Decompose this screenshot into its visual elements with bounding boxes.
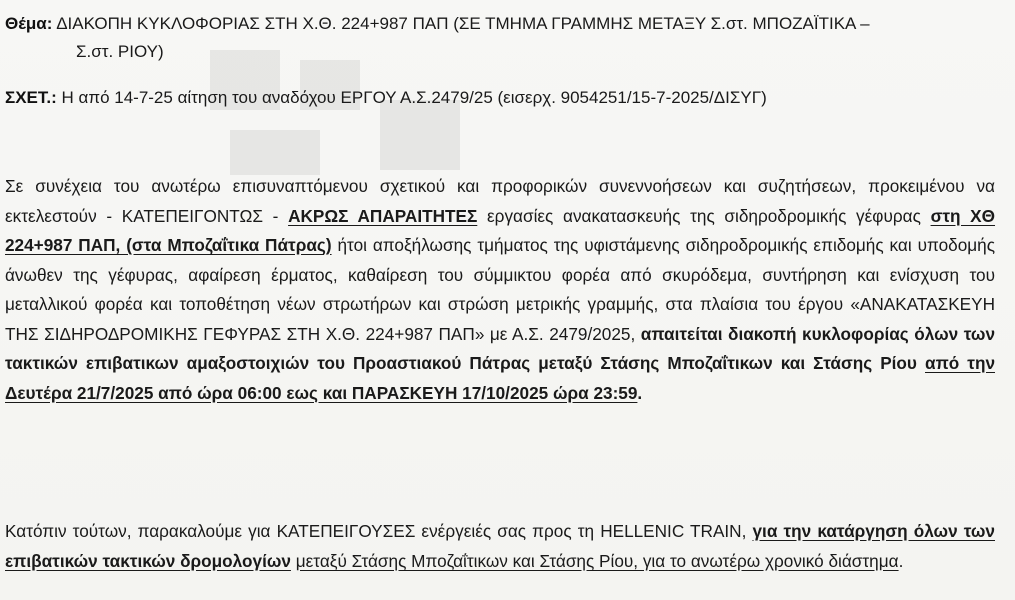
p2-text-intro: Κατόπιν τούτων, παρακαλούμε για ΚΑΤΕΠΕΙΓΟΥΣΕΣ ενέργειές σας προς τη HELLENIC TRAIN, [5, 521, 747, 541]
p1-emphasis-essential: ΑΚΡΩΣ ΑΠΑΡΑΙΤΗΤΕΣ [288, 205, 478, 226]
paragraph-main [5, 172, 995, 408]
p2-emphasis-cancellation: για την κατάργηση όλων των επιβατικών τακτικών δρομολογίων [5, 521, 995, 571]
subject-label: Θέμα: [5, 14, 53, 33]
p1-emphasis-location: στη ΧΘ 224+987 ΠΑΠ, (στα Μποζαΐτικα Πάτρας) [5, 205, 996, 255]
reference-line [5, 84, 995, 112]
reference-label: ΣΧΕΤ.: [5, 88, 57, 107]
subject-text-line1: ΔΙΑΚΟΠΗ ΚΥΚΛΟΦΟΡΙΑΣ ΣΤΗ Χ.Θ. 224+987 ΠΑΠ (ΣΕ ΤΜΗΜΑ ΓΡΑΜΜΗΣ ΜΕΤΑΞΥ Σ.στ. ΜΠΟΖΑΪΤΙΚΑ – [56, 14, 870, 33]
p1-text-works: εργασίες ανακατασκευής της σιδηροδρομικής γέφυρας [487, 205, 921, 226]
p1-text-intro: Σε συνέχεια του ανωτέρω επισυναπτόμενου σχετικού και προφορικών συνεννοήσεων και συζητήσεων, προκειμένου να εκτελεστούν - ΚΑΤΕΠΕΙΓΟΝΤΩΣ - [5, 176, 995, 226]
p1-period: . [637, 382, 643, 403]
p2-period: . [898, 550, 904, 571]
subject-line [5, 10, 995, 66]
reference-text: Η από 14-7-25 αίτηση του αναδόχου ΕΡΓΟΥ Α.Σ.2479/25 (εισερχ. 9054251/15-7-2025/ΔΙΣΥΓ) [61, 88, 767, 107]
p2-text-section: μεταξύ Στάσης Μποζαΐτικων και Στάσης Ρίου, για το ανωτέρω χρονικό διάστημα [295, 550, 899, 571]
p1-emphasis-dates: από την Δευτέρα 21/7/2025 από ώρα 06:00 εως και ΠΑΡΑΣΚΕΥΗ 17/10/2025 ώρα 23:59 [5, 353, 995, 403]
p1-emphasis-suspension: απαιτείται διακοπή κυκλοφορίας όλων των τακτικών επιβατικων αμαξοστοιχιών του Προαστιακού Πάτρας μεταξύ Στάσης Μποζαΐτικων και Στάσης Ρίου [5, 323, 995, 373]
paragraph-request [5, 517, 995, 576]
p1-text-details: ήτοι αποξήλωσης τμήματος της υφιστάμενης σιδηροδρομικής επιδομής και υποδομής άνωθεν της γέφυρας, αφαίρεση έρματος, καθαίρεση του σύμμικτου φορέα από σκυρόδεμα, συντήρηση και ενίσχυση του μεταλλικού φορέα και τοποθέτηση νέων στρωτήρων και στρώση μετρικής γραμμής, στα πλαίσια του έργου «ΑΝΑΚΑΤΑΣΚΕΥΗ ΤΗΣ ΣΙΔΗΡΟΔΡΟΜΙΚΗΣ ΓΕΦΥΡΑΣ ΣΤΗ Χ.Θ. 224+987 ΠΑΠ» με Α.Σ. 2479/2025, [5, 235, 996, 344]
subject-text-line2: Σ.στ. ΡΙΟΥ) [76, 42, 164, 61]
